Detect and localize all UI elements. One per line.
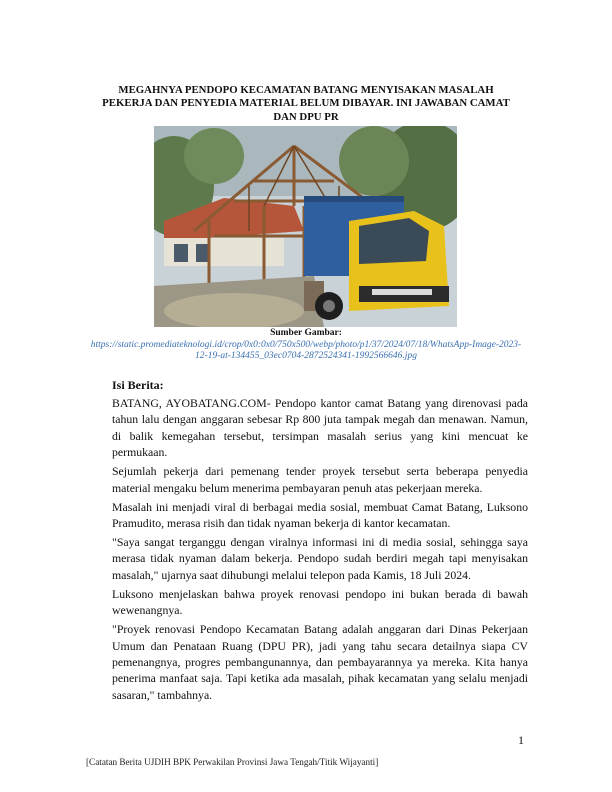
construction-scene-image (154, 126, 457, 327)
paragraph-4: "Saya sangat terganggu dengan viralnya informasi ini di media sosial, sehingga saya merasa tidak nyaman dalam bekerja. Pendopo sudah berdiri megah tapi menyisakan masalah," ujarnya saat dihubungi melalui telepon pada Kamis, 18 Juli 2024. (112, 535, 528, 582)
footer-note: [Catatan Berita UJDIH BPK Perwakilan Provinsi Jawa Tengah/Titik Wijayanti] (86, 757, 379, 767)
article-body (112, 395, 528, 706)
image-source-link[interactable]: https://static.promediateknologi.id/crop/0x0:0x0/750x500/webp/photo/p1/37/2024/07/18/WhatsApp-Image-2023-12-19-at-134455_03ec0704-2872524341-1992566646.jpg (90, 339, 522, 362)
page-title: MEGAHNYA PENDOPO KECAMATAN BATANG MENYISAKAN MASALAH PEKERJA DAN PENYEDIA MATERIAL BELUM DIBAYAR. INI JAWABAN CAMAT DAN DPU PR (102, 84, 510, 123)
paragraph-3: Masalah ini menjadi viral di berbagai media sosial, membuat Camat Batang, Luksono Pramudito, merasa risih dan tidak nyaman bekerja di kantor kecamatan. (112, 499, 528, 531)
caption-label: Sumber Gambar: (270, 328, 342, 338)
news-photo (154, 126, 457, 327)
paragraph-2: Sejumlah pekerja dari pemenang tender proyek tersebut serta beberapa penyedia material mengaku belum menerima pembayaran penuh atas pekerjaan mereka. (112, 464, 528, 495)
paragraph-1: BATANG, AYOBATANG.COM- Pendopo kantor camat Batang yang direnovasi pada tahun lalu dengan anggaran sebesar Rp 800 juta tampak megah dan menawan. Namun, di balik kemegahan tersebut, tersimpan masalah serius yang kini mencuat ke permukaan. (112, 396, 528, 460)
image-caption (86, 328, 526, 363)
page-number: 1 (518, 733, 524, 747)
paragraph-6: "Proyek renovasi Pendopo Kecamatan Batang adalah anggaran dari Dinas Pekerjaan Umum dan Penataan Ruang (DPU PR), jadi yang tahu secara detailnya siapa CV pemenangnya, progres pembangunannya, dan pembayarannya ya mereka. Kita hanya penerima manfaat saja. Tapi ketika ada masalah, pihak kecamatan yang selalu menjadi sasaran," tambahnya. (112, 622, 528, 702)
section-heading: Isi Berita: (112, 378, 164, 392)
paragraph-5: Luksono menjelaskan bahwa proyek renovasi pendopo ini bukan berada di bawah wewenangnya. (112, 586, 528, 618)
